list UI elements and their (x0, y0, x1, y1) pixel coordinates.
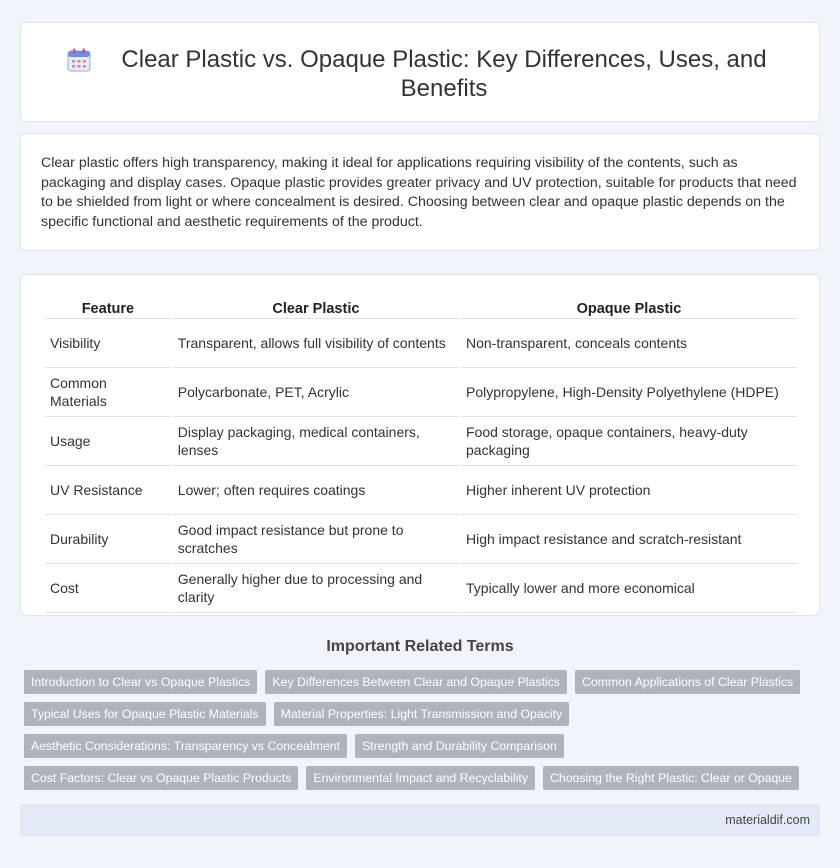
related-term-tag[interactable]: Material Properties: Light Transmission and Opacity (274, 702, 570, 726)
table-row (45, 417, 797, 466)
table-cell-clear: Generally higher due to processing and clarity (173, 564, 459, 613)
related-terms-list (24, 670, 824, 798)
table-cell-feature: Visibility (45, 319, 171, 368)
related-terms-title: Important Related Terms (326, 638, 514, 655)
intro-paragraph: Clear plastic offers high transparency, making it ideal for applications requiring visibility of the contents, such as packaging and display cases. Opaque plastic provides greater privacy and UV protection, suitable for products that need to be shielded from light or where concealment is desired. Choosing between clear and opaque plastic depends on the specific functional and aesthetic requirements of the product. (41, 155, 797, 230)
table-cell-feature: UV Resistance (45, 466, 171, 515)
table-row (45, 564, 797, 613)
table-cell-clear: Display packaging, medical containers, lenses (173, 417, 459, 466)
related-term-tag[interactable]: Aesthetic Considerations: Transparency vs Concealment (24, 734, 347, 758)
table-cell-opaque: Polypropylene, High-Density Polyethylene (HDPE) (461, 368, 797, 417)
table-cell-feature: Cost (45, 564, 171, 613)
table-cell-opaque: Typically lower and more economical (461, 564, 797, 613)
intro-card (20, 133, 820, 251)
comparison-table (43, 297, 799, 613)
calendar-icon (66, 47, 92, 73)
table-cell-feature: Common Materials (45, 368, 171, 417)
page-title: Clear Plastic vs. Opaque Plastic: Key Differences, Uses, and Benefits (121, 46, 767, 102)
table-cell-opaque: Food storage, opaque containers, heavy-duty packaging (461, 417, 797, 466)
header-feature: Feature (45, 297, 171, 319)
tag-row (24, 670, 824, 694)
table-cell-clear: Transparent, allows full visibility of contents (173, 319, 459, 368)
related-term-tag[interactable]: Common Applications of Clear Plastics (575, 670, 800, 694)
table-row (45, 368, 797, 417)
table-row (45, 319, 797, 368)
header-card (20, 22, 820, 122)
footer (20, 804, 820, 837)
related-term-tag[interactable]: Strength and Durability Comparison (355, 734, 564, 758)
related-term-tag[interactable]: Key Differences Between Clear and Opaque Plastics (265, 670, 567, 694)
related-term-tag[interactable]: Typical Uses for Opaque Plastic Materials (24, 702, 266, 726)
table-header-row (45, 297, 797, 319)
table-cell-clear: Good impact resistance but prone to scratches (173, 515, 459, 564)
table-cell-clear: Lower; often requires coatings (173, 466, 459, 515)
comparison-table-card (20, 274, 820, 616)
header (21, 45, 819, 103)
header-clear-plastic: Clear Plastic (173, 297, 459, 319)
header-opaque-plastic: Opaque Plastic (461, 297, 797, 319)
related-term-tag[interactable]: Choosing the Right Plastic: Clear or Opaque (543, 766, 799, 790)
tag-row (24, 766, 824, 790)
tag-row (24, 702, 824, 726)
footer-site-link[interactable]: materialdif.com (725, 813, 810, 827)
table-cell-opaque: Non-transparent, conceals contents (461, 319, 797, 368)
table-cell-clear: Polycarbonate, PET, Acrylic (173, 368, 459, 417)
table-cell-opaque: High impact resistance and scratch-resistant (461, 515, 797, 564)
table-row (45, 466, 797, 515)
related-term-tag[interactable]: Cost Factors: Clear vs Opaque Plastic Products (24, 766, 298, 790)
related-term-tag[interactable]: Introduction to Clear vs Opaque Plastics (24, 670, 257, 694)
table-row (45, 515, 797, 564)
table-cell-feature: Usage (45, 417, 171, 466)
table-cell-opaque: Higher inherent UV protection (461, 466, 797, 515)
table-cell-feature: Durability (45, 515, 171, 564)
tag-row (24, 734, 824, 758)
related-term-tag[interactable]: Environmental Impact and Recyclability (306, 766, 535, 790)
